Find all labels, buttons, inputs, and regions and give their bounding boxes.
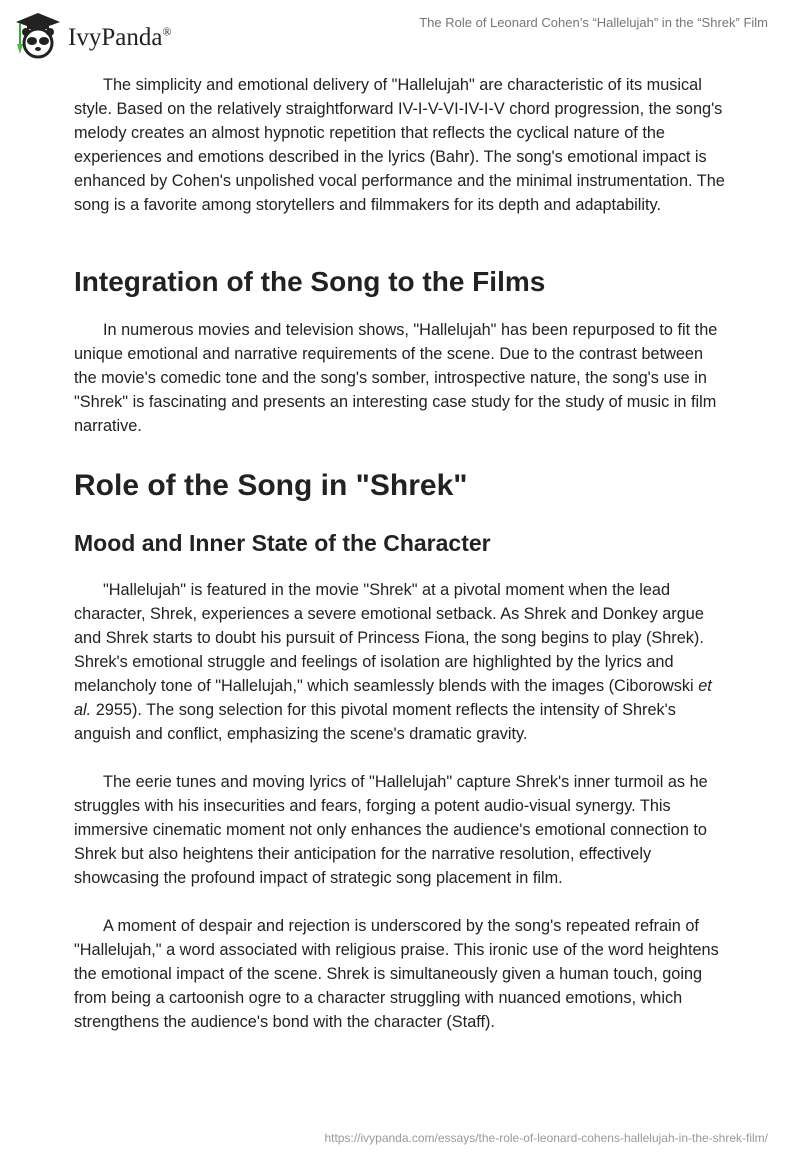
heading-role: Role of the Song in "Shrek" [74, 469, 468, 502]
paragraph-3 [74, 578, 728, 746]
ivypanda-logo[interactable] [14, 10, 172, 60]
paragraph-1: The simplicity and emotional delivery of "Hallelujah" are characteristic of its musical style. Based on the relatively straightforward IV-I-V-VI-IV-I-V chord progression, the song's melody creates an almost hypnotic repetition that reflects the cyclical nature of the experiences and emotions described in the lyrics (Bahr). The song's emotional impact is enhanced by Cohen's unpolished vocal performance and the minimal instrumentation. The song is a favorite among storytellers and filmmakers for its depth and adaptability. [74, 76, 725, 214]
paragraph-4: The eerie tunes and moving lyrics of "Hallelujah" capture Shrek's inner turmoil as he struggles with his insecurities and fears, forging a potent audio-visual synergy. This immersive cinematic moment not only enhances the audience's emotional connection to Shrek but also heightens their anticipation for the narrative resolution, effectively showcasing the profound impact of strategic song placement in film. [74, 773, 708, 887]
heading-integration: Integration of the Song to the Films [74, 266, 546, 297]
paragraph-5: A moment of despair and rejection is underscored by the song's repeated refrain of "Hallelujah," a word associated with religious praise. This ironic use of the word heightens the emotional impact of the scene. Shrek is simultaneously given a human touch, going from being a cartoonish ogre to a character struggling with nuanced emotions, which strengthens the audience's bond with the character (Staff). [74, 917, 719, 1031]
heading-mood: Mood and Inner State of the Character [74, 530, 491, 556]
logo-text: IvyPanda [68, 24, 163, 51]
panda-graduate-icon [14, 10, 62, 60]
text-span: 2955). The song selection for this pivotal moment reflects the intensity of Shrek's anguish and conflict, emphasizing the scene's dramatic gravity. [74, 701, 676, 743]
paragraph-2: In numerous movies and television shows, "Hallelujah" has been repurposed to fit the unique emotional and narrative requirements of the scene. Due to the contrast between the movie's comedic tone and the song's somber, introspective nature, the song's use in "Shrek" is fascinating and presents an interesting case study for the study of music in film narrative. [74, 321, 718, 435]
document-title: The Role of Leonard Cohen’s “Hallelujah” in the “Shrek” Film [419, 15, 768, 30]
source-url-link[interactable]: https://ivypanda.com/essays/the-role-of-leonard-cohens-hallelujah-in-the-shrek-film/ [324, 1131, 768, 1145]
registered-mark: ® [162, 24, 172, 39]
text-span: "Hallelujah" is featured in the movie "Shrek" at a pivotal moment when the lead character, Shrek, experiences a severe emotional setback. As Shrek and Donkey argue and Shrek starts to doubt his pursuit of Princess Fiona, the song begins to play (Shrek). Shrek's emotional struggle and feelings of isolation are highlighted by the lyrics and melancholy tone of "Hallelujah," which seamlessly blends with the images (Ciborowski [74, 581, 704, 695]
italic-text: et al. [74, 677, 712, 719]
article-body [74, 73, 728, 1034]
